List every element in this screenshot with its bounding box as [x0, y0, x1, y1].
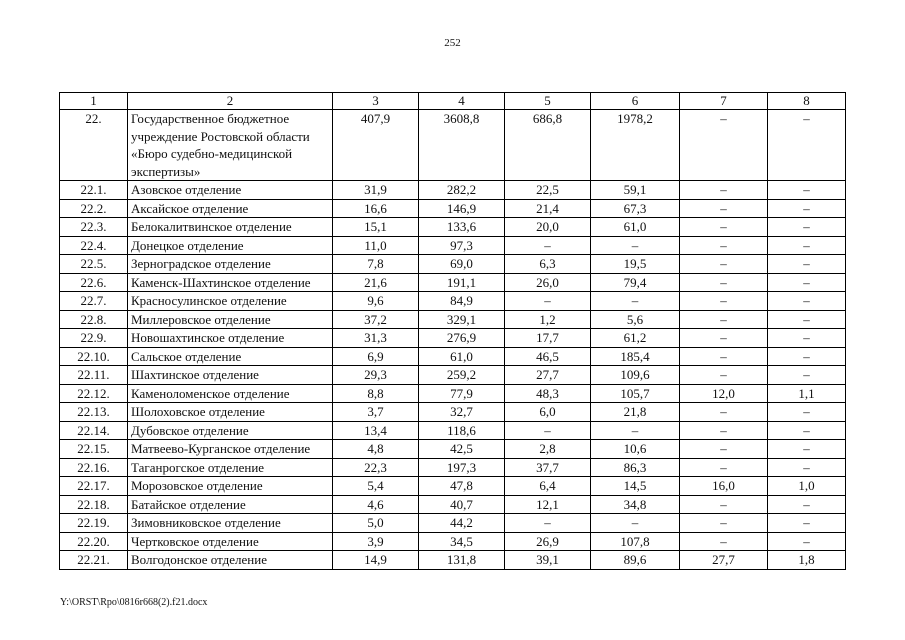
value-cell-col5: 48,3 [505, 384, 591, 403]
table-row [60, 551, 846, 570]
row-number-cell: 22. [60, 110, 128, 181]
department-name-cell: Каменск-Шахтинское отделение [128, 273, 333, 292]
department-name-cell: Зерноградское отделение [128, 255, 333, 274]
value-cell-col3: 14,9 [333, 551, 419, 570]
department-name-cell: Новошахтинское отделение [128, 329, 333, 348]
value-cell-col4: 42,5 [419, 440, 505, 459]
row-number-cell: 22.12. [60, 384, 128, 403]
column-header: 8 [768, 93, 846, 110]
value-cell-col4: 131,8 [419, 551, 505, 570]
page-number: 252 [444, 37, 461, 49]
value-cell-col6: 59,1 [591, 181, 680, 200]
value-cell-col5: 21,4 [505, 199, 591, 218]
row-number-cell: 22.3. [60, 218, 128, 237]
value-cell-col4: 191,1 [419, 273, 505, 292]
value-cell-col7: – [680, 310, 768, 329]
value-cell-col5: 20,0 [505, 218, 591, 237]
department-name-cell: Зимовниковское отделение [128, 514, 333, 533]
value-cell-col4: 61,0 [419, 347, 505, 366]
value-cell-col3: 5,4 [333, 477, 419, 496]
value-cell-col5: – [505, 421, 591, 440]
value-cell-col6: 79,4 [591, 273, 680, 292]
row-number-cell: 22.18. [60, 495, 128, 514]
value-cell-col7: 12,0 [680, 384, 768, 403]
column-header: 5 [505, 93, 591, 110]
value-cell-col8: – [768, 218, 846, 237]
value-cell-col8: – [768, 403, 846, 422]
department-name-cell: Морозовское отделение [128, 477, 333, 496]
value-cell-col5: 2,8 [505, 440, 591, 459]
department-name-cell: Шахтинское отделение [128, 366, 333, 385]
header-row [60, 93, 846, 110]
footer-file-path: Y:\ORST\Rpo\0816r668(2).f21.docx [60, 597, 208, 608]
table-row [60, 458, 846, 477]
value-cell-col3: 21,6 [333, 273, 419, 292]
row-number-cell: 22.19. [60, 514, 128, 533]
row-number-cell: 22.8. [60, 310, 128, 329]
department-name-cell: Аксайское отделение [128, 199, 333, 218]
row-number-cell: 22.6. [60, 273, 128, 292]
value-cell-col3: 407,9 [333, 110, 419, 181]
value-cell-col6: 185,4 [591, 347, 680, 366]
value-cell-col8: – [768, 310, 846, 329]
value-cell-col5: – [505, 292, 591, 311]
row-number-cell: 22.20. [60, 532, 128, 551]
table-row [60, 218, 846, 237]
value-cell-col5: 46,5 [505, 347, 591, 366]
value-cell-col4: 3608,8 [419, 110, 505, 181]
value-cell-col6: – [591, 514, 680, 533]
row-number-cell: 22.13. [60, 403, 128, 422]
value-cell-col6: – [591, 421, 680, 440]
department-name-cell: Азовское отделение [128, 181, 333, 200]
value-cell-col5: 17,7 [505, 329, 591, 348]
value-cell-col4: 197,3 [419, 458, 505, 477]
table-row [60, 236, 846, 255]
value-cell-col3: 22,3 [333, 458, 419, 477]
column-header: 7 [680, 93, 768, 110]
value-cell-col5: 686,8 [505, 110, 591, 181]
data-table [59, 92, 846, 570]
value-cell-col5: 26,9 [505, 532, 591, 551]
value-cell-col6: – [591, 292, 680, 311]
value-cell-col5: 6,3 [505, 255, 591, 274]
table-row [60, 421, 846, 440]
value-cell-col5: 22,5 [505, 181, 591, 200]
value-cell-col6: 61,2 [591, 329, 680, 348]
department-name-cell: Белокалитвинское отделение [128, 218, 333, 237]
row-number-cell: 22.14. [60, 421, 128, 440]
value-cell-col8: 1,1 [768, 384, 846, 403]
department-name-cell: Волгодонское отделение [128, 551, 333, 570]
value-cell-col4: 32,7 [419, 403, 505, 422]
row-number-cell: 22.5. [60, 255, 128, 274]
department-name-cell: Чертковское отделение [128, 532, 333, 551]
table-row [60, 403, 846, 422]
value-cell-col6: 19,5 [591, 255, 680, 274]
value-cell-col4: 34,5 [419, 532, 505, 551]
value-cell-col8: – [768, 495, 846, 514]
row-number-cell: 22.11. [60, 366, 128, 385]
department-name-cell: Государственное бюджетное учреждение Ростовской области «Бюро судебно-медицинской экспертизы» [128, 110, 333, 181]
value-cell-col8: – [768, 329, 846, 348]
value-cell-col8: – [768, 421, 846, 440]
value-cell-col7: 16,0 [680, 477, 768, 496]
department-name-cell: Таганрогское отделение [128, 458, 333, 477]
value-cell-col7: – [680, 495, 768, 514]
value-cell-col3: 7,8 [333, 255, 419, 274]
value-cell-col5: 39,1 [505, 551, 591, 570]
value-cell-col6: 105,7 [591, 384, 680, 403]
value-cell-col7: – [680, 458, 768, 477]
value-cell-col6: 1978,2 [591, 110, 680, 181]
value-cell-col7: – [680, 514, 768, 533]
column-header: 6 [591, 93, 680, 110]
value-cell-col7: – [680, 273, 768, 292]
value-cell-col8: – [768, 236, 846, 255]
value-cell-col5: 1,2 [505, 310, 591, 329]
table-row [60, 110, 846, 181]
table-row [60, 532, 846, 551]
department-name-cell: Миллеровское отделение [128, 310, 333, 329]
value-cell-col4: 77,9 [419, 384, 505, 403]
value-cell-col5: 27,7 [505, 366, 591, 385]
value-cell-col3: 11,0 [333, 236, 419, 255]
value-cell-col7: – [680, 181, 768, 200]
value-cell-col3: 3,7 [333, 403, 419, 422]
value-cell-col4: 44,2 [419, 514, 505, 533]
department-name-cell: Шолоховское отделение [128, 403, 333, 422]
value-cell-col3: 5,0 [333, 514, 419, 533]
value-cell-col8: – [768, 292, 846, 311]
department-name-cell: Сальское отделение [128, 347, 333, 366]
row-number-cell: 22.4. [60, 236, 128, 255]
table-body [60, 110, 846, 570]
value-cell-col3: 16,6 [333, 199, 419, 218]
value-cell-col4: 69,0 [419, 255, 505, 274]
table-row [60, 514, 846, 533]
value-cell-col8: – [768, 199, 846, 218]
value-cell-col6: 14,5 [591, 477, 680, 496]
value-cell-col6: 89,6 [591, 551, 680, 570]
value-cell-col7: – [680, 255, 768, 274]
value-cell-col5: 6,4 [505, 477, 591, 496]
table-row [60, 181, 846, 200]
value-cell-col4: 118,6 [419, 421, 505, 440]
department-name-cell: Матвеево-Курганское отделение [128, 440, 333, 459]
table-row [60, 273, 846, 292]
value-cell-col8: – [768, 110, 846, 181]
table-row [60, 477, 846, 496]
value-cell-col3: 4,8 [333, 440, 419, 459]
value-cell-col3: 31,3 [333, 329, 419, 348]
value-cell-col7: – [680, 366, 768, 385]
value-cell-col7: – [680, 292, 768, 311]
table-row [60, 384, 846, 403]
value-cell-col4: 133,6 [419, 218, 505, 237]
value-cell-col5: – [505, 236, 591, 255]
row-number-cell: 22.1. [60, 181, 128, 200]
value-cell-col3: 15,1 [333, 218, 419, 237]
value-cell-col5: – [505, 514, 591, 533]
value-cell-col8: – [768, 255, 846, 274]
value-cell-col4: 259,2 [419, 366, 505, 385]
value-cell-col6: 86,3 [591, 458, 680, 477]
value-cell-col7: – [680, 532, 768, 551]
table-row [60, 292, 846, 311]
value-cell-col6: 10,6 [591, 440, 680, 459]
value-cell-col5: 12,1 [505, 495, 591, 514]
value-cell-col7: 27,7 [680, 551, 768, 570]
row-number-cell: 22.21. [60, 551, 128, 570]
value-cell-col6: – [591, 236, 680, 255]
value-cell-col4: 146,9 [419, 199, 505, 218]
value-cell-col5: 6,0 [505, 403, 591, 422]
row-number-cell: 22.7. [60, 292, 128, 311]
table-row [60, 440, 846, 459]
value-cell-col8: – [768, 440, 846, 459]
value-cell-col8: 1,0 [768, 477, 846, 496]
row-number-cell: 22.2. [60, 199, 128, 218]
value-cell-col6: 21,8 [591, 403, 680, 422]
row-number-cell: 22.15. [60, 440, 128, 459]
value-cell-col8: – [768, 366, 846, 385]
value-cell-col3: 3,9 [333, 532, 419, 551]
value-cell-col3: 4,6 [333, 495, 419, 514]
value-cell-col7: – [680, 199, 768, 218]
value-cell-col4: 47,8 [419, 477, 505, 496]
value-cell-col8: – [768, 347, 846, 366]
value-cell-col6: 67,3 [591, 199, 680, 218]
table-row [60, 310, 846, 329]
row-number-cell: 22.17. [60, 477, 128, 496]
value-cell-col3: 9,6 [333, 292, 419, 311]
department-name-cell: Каменоломенское отделение [128, 384, 333, 403]
value-cell-col8: – [768, 532, 846, 551]
value-cell-col4: 40,7 [419, 495, 505, 514]
column-header: 1 [60, 93, 128, 110]
row-number-cell: 22.10. [60, 347, 128, 366]
value-cell-col4: 329,1 [419, 310, 505, 329]
column-header: 4 [419, 93, 505, 110]
value-cell-col4: 97,3 [419, 236, 505, 255]
value-cell-col4: 282,2 [419, 181, 505, 200]
value-cell-col7: – [680, 110, 768, 181]
department-name-cell: Дубовское отделение [128, 421, 333, 440]
value-cell-col8: – [768, 458, 846, 477]
table-row [60, 329, 846, 348]
department-name-cell: Донецкое отделение [128, 236, 333, 255]
value-cell-col6: 107,8 [591, 532, 680, 551]
value-cell-col8: 1,8 [768, 551, 846, 570]
value-cell-col3: 37,2 [333, 310, 419, 329]
column-header: 3 [333, 93, 419, 110]
value-cell-col3: 6,9 [333, 347, 419, 366]
department-name-cell: Красносулинское отделение [128, 292, 333, 311]
value-cell-col8: – [768, 273, 846, 292]
value-cell-col7: – [680, 421, 768, 440]
row-number-cell: 22.16. [60, 458, 128, 477]
value-cell-col3: 8,8 [333, 384, 419, 403]
value-cell-col4: 84,9 [419, 292, 505, 311]
value-cell-col5: 37,7 [505, 458, 591, 477]
value-cell-col7: – [680, 236, 768, 255]
table-row [60, 199, 846, 218]
value-cell-col8: – [768, 514, 846, 533]
value-cell-col6: 61,0 [591, 218, 680, 237]
value-cell-col3: 31,9 [333, 181, 419, 200]
value-cell-col5: 26,0 [505, 273, 591, 292]
row-number-cell: 22.9. [60, 329, 128, 348]
value-cell-col3: 13,4 [333, 421, 419, 440]
value-cell-col7: – [680, 329, 768, 348]
value-cell-col6: 109,6 [591, 366, 680, 385]
value-cell-col7: – [680, 440, 768, 459]
table-row [60, 255, 846, 274]
table-row [60, 366, 846, 385]
value-cell-col3: 29,3 [333, 366, 419, 385]
value-cell-col4: 276,9 [419, 329, 505, 348]
column-header: 2 [128, 93, 333, 110]
value-cell-col7: – [680, 347, 768, 366]
value-cell-col7: – [680, 403, 768, 422]
table-row [60, 495, 846, 514]
value-cell-col6: 5,6 [591, 310, 680, 329]
value-cell-col7: – [680, 218, 768, 237]
table-row [60, 347, 846, 366]
value-cell-col6: 34,8 [591, 495, 680, 514]
value-cell-col8: – [768, 181, 846, 200]
department-name-cell: Батайское отделение [128, 495, 333, 514]
